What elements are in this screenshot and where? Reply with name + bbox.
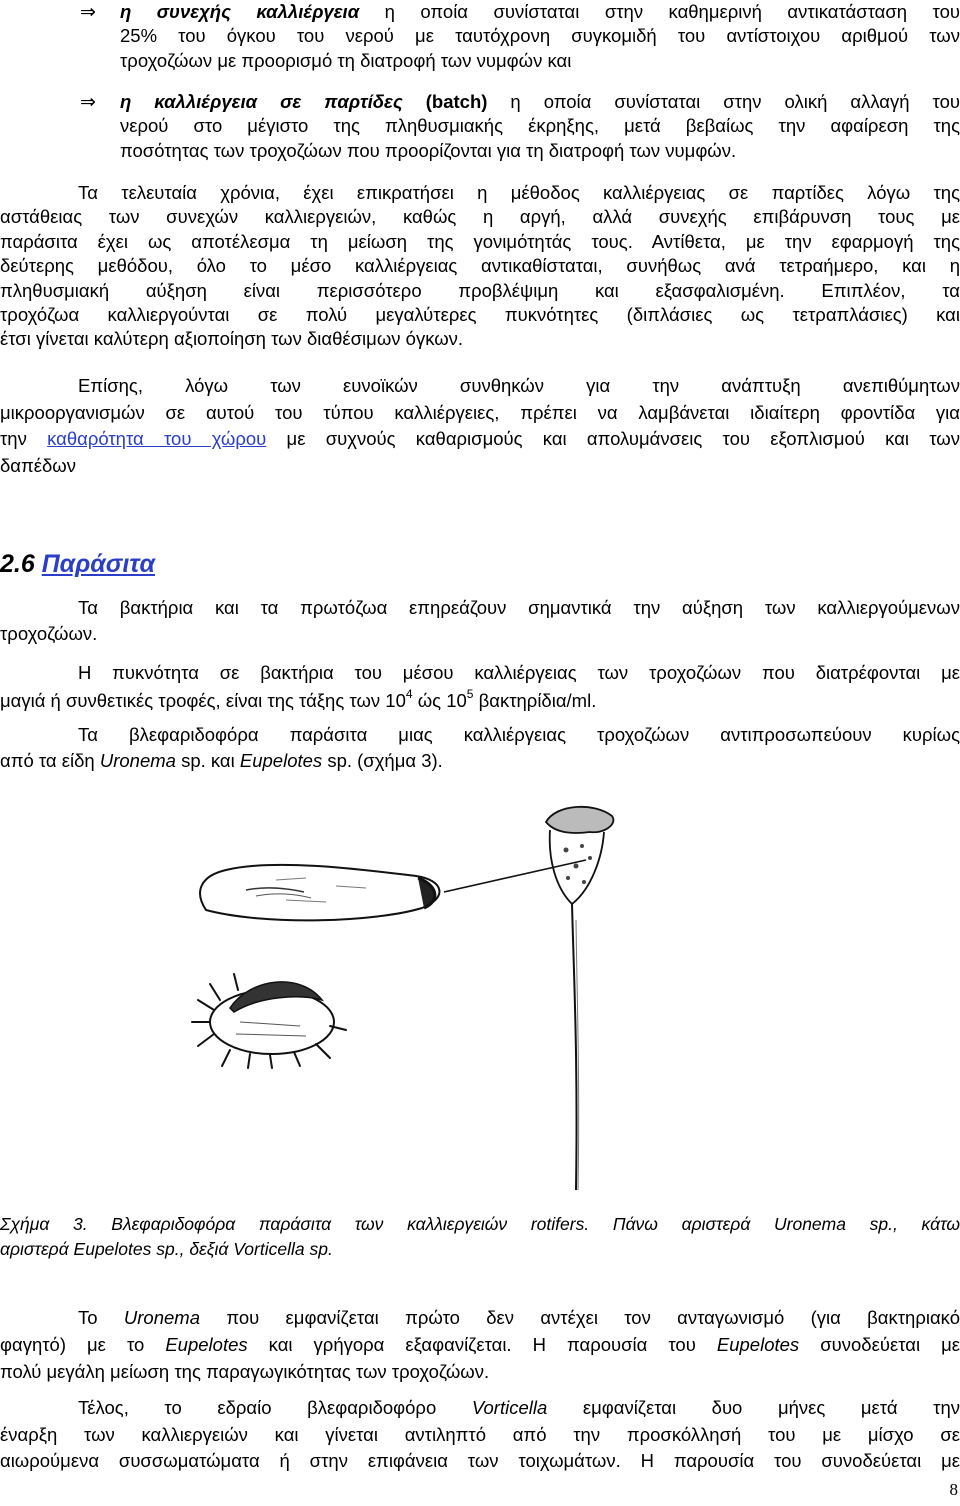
text-segment: από τα είδη: [0, 750, 100, 771]
text-line: Τα βλεφαριδοφόρα παράσιτα μιας καλλιέργειας τροχοζώων αντιπροσωπεύουν κυρίως: [78, 724, 960, 745]
text-segment: sp. και: [175, 750, 240, 771]
paragraph-bacteria-protozoa: [0, 595, 960, 647]
text-line: πληθυσμιακή αύξηση είναι περισσότερο προβλέψιμη και εξασφαλισμένη. Επιπλέον, τα: [0, 279, 960, 301]
caption-line: αριστερά Eupelotes sp., δεξιά Vorticella sp.: [0, 1238, 333, 1259]
species-name: Uronema: [99, 750, 176, 771]
paragraph-hygiene: [0, 373, 960, 479]
text-line: Η πυκνότητα σε βακτήρια του μέσου καλλιέργειας των τροχοζώων που διατρέφονται με: [78, 662, 960, 683]
text-line: δεύτερης μεθόδου, όλο το μέσο καλλιέργειας αντικαθίσταται, συνήθως ανά τετραήμερο, και η: [0, 255, 960, 277]
page-number: 8: [949, 1480, 958, 1499]
link-parasites-heading[interactable]: Παράσιτα: [41, 550, 156, 578]
caption-line: Σχήμα 3. Βλεφαριδοφόρα παράσιτα των καλλιεργειών rotifers. Πάνω αριστερά Uronema sp., κάτω: [0, 1214, 960, 1234]
text-line: νερού στο μέγιστο της πληθυσμιακής έκρηξης, μετά βεβαίως την αφαίρεση της: [120, 115, 960, 137]
species-name: Uronema: [123, 1307, 200, 1328]
text-line: δαπέδων: [0, 454, 76, 476]
text-segment: και γρήγορα εξαφανίζεται. Η παρουσία του: [247, 1334, 717, 1355]
text-line: παράσιτα έχει ως αποτέλεσμα τη μείωση της γονιμότητάς τους. Αντίθετα, με την εφαρμογή της: [0, 230, 960, 252]
text-segment: sp. (σχήμα 3).: [322, 750, 443, 771]
species-name: Eupelotes: [165, 1334, 248, 1355]
exponent: 5: [466, 686, 474, 701]
text-line: 25% του όγκου του νερού με ταυτόχρονη συγκομιδή του αντίστοιχου αριθμού των: [120, 25, 960, 47]
bullet-text: [120, 90, 960, 163]
text-line: τροχοζώων με προορισμό τη διατροφή των νυμφών και: [120, 49, 572, 71]
text-line: πολύ μεγάλη μείωση της παραγωγικότητας των τροχοζώων.: [0, 1361, 490, 1382]
text-segment: η οποία συνίσταται στην ολική αλλαγή του: [487, 91, 960, 112]
text-line: Τα βακτήρια και τα πρωτόζωα επηρεάζουν σημαντικά την αύξηση των καλλιεργούμενων: [78, 597, 960, 618]
text-segment: με συχνούς καθαρισμούς και απολυμάνσεις του εξοπλισμού και των: [266, 428, 960, 449]
text-segment: βακτηρίδια/ml.: [473, 690, 597, 711]
text-line: ποσότητας των τροχοζώων που προορίζονται για τη διατροφή των νυμφών.: [120, 139, 737, 161]
eupelotes-illustration: [190, 960, 350, 1070]
text-segment: εμφανίζεται δυο μήνες μετά την: [547, 1397, 960, 1418]
species-name: Eupelotes: [716, 1334, 800, 1355]
link-space-cleanliness[interactable]: καθαρότητα του χώρου: [47, 428, 267, 449]
figure-caption: [0, 1212, 960, 1261]
section-heading: [0, 550, 155, 579]
vorticella-illustration: [520, 800, 630, 1200]
bullet-text: [120, 0, 960, 73]
species-name: Eupelotes: [239, 750, 323, 771]
text-segment: Τέλος, το εδραίο βλεφαριδοφόρο: [78, 1397, 472, 1418]
text-line: έναρξη των καλλιεργειών και γίνεται αντιληπτό από την προσκόλλησή του με μίσχο σε: [0, 1423, 960, 1445]
term-batch: η καλλιέργεια σε παρτίδες: [120, 91, 403, 112]
term-continuous: η συνεχής καλλιέργεια: [120, 1, 360, 22]
paragraph-vorticella: [0, 1395, 960, 1475]
text-segment: μαγιά ή συνθετικές τροφές, είναι της τάξης των 10: [0, 690, 406, 711]
text-segment: που εμφανίζεται πρώτο δεν αντέχει τον ανταγωνισμό (για βακτηριακό: [199, 1307, 960, 1328]
exponent: 4: [405, 686, 413, 701]
text-segment: Το: [78, 1307, 124, 1328]
paragraph-bacteria-density: [0, 659, 960, 715]
text-line: έτσι γίνεται καλύτερη αξιοποίηση των διαθέσιμων όγκων.: [0, 328, 464, 350]
text-line: Τα τελευταία χρόνια, έχει επικρατήσει η μέθοδος καλλιέργειας σε παρτίδες λόγω της: [78, 182, 960, 203]
text-segment: φαγητό) με το: [0, 1334, 166, 1355]
section-number: 2.6: [0, 550, 42, 578]
text-segment: την: [0, 428, 48, 449]
paragraph-batch-method: [0, 181, 960, 352]
arrow-bullet-icon: ⇒: [80, 91, 96, 113]
paragraph-uronema-eupelotes: [0, 1304, 960, 1385]
term-batch-en: (batch): [402, 91, 488, 112]
species-name: Vorticella: [471, 1397, 548, 1418]
paragraph-ciliate-parasites: [0, 722, 960, 774]
text-segment: συνοδεύεται με: [799, 1334, 960, 1355]
text-line: αστάθειας των συνεχών καλλιεργειών, καθώς η αργή, αλλά συνεχής επιβάρυνση τους με: [0, 206, 960, 228]
text-line: τροχοζώων.: [0, 623, 98, 644]
text-segment: ώς 10: [412, 690, 467, 711]
text-line: μικροοργανισμών σε αυτού του τύπου καλλιέργειες, πρέπει να λαμβάνεται ιδιαίτερη φροντίδα για: [0, 401, 960, 423]
arrow-bullet-icon: ⇒: [80, 1, 96, 23]
text-line: τροχόζωα καλλιεργούνται σε πολύ μεγαλύτερες πυκνότητες (διπλάσιες ως τετραπλάσιες) και: [0, 304, 960, 326]
text-line: Επίσης, λόγω των ευνοϊκών συνθηκών για την ανάπτυξη ανεπιθύμητων: [78, 375, 960, 396]
text-line: αιωρούμενα συσσωματώματα ή στην επιφάνεια των τοιχωμάτων. Η παρουσία του συνοδεύεται με: [0, 1450, 960, 1471]
text-segment: η οποία συνίσταται στην καθημερινή αντικατάσταση του: [359, 1, 960, 22]
